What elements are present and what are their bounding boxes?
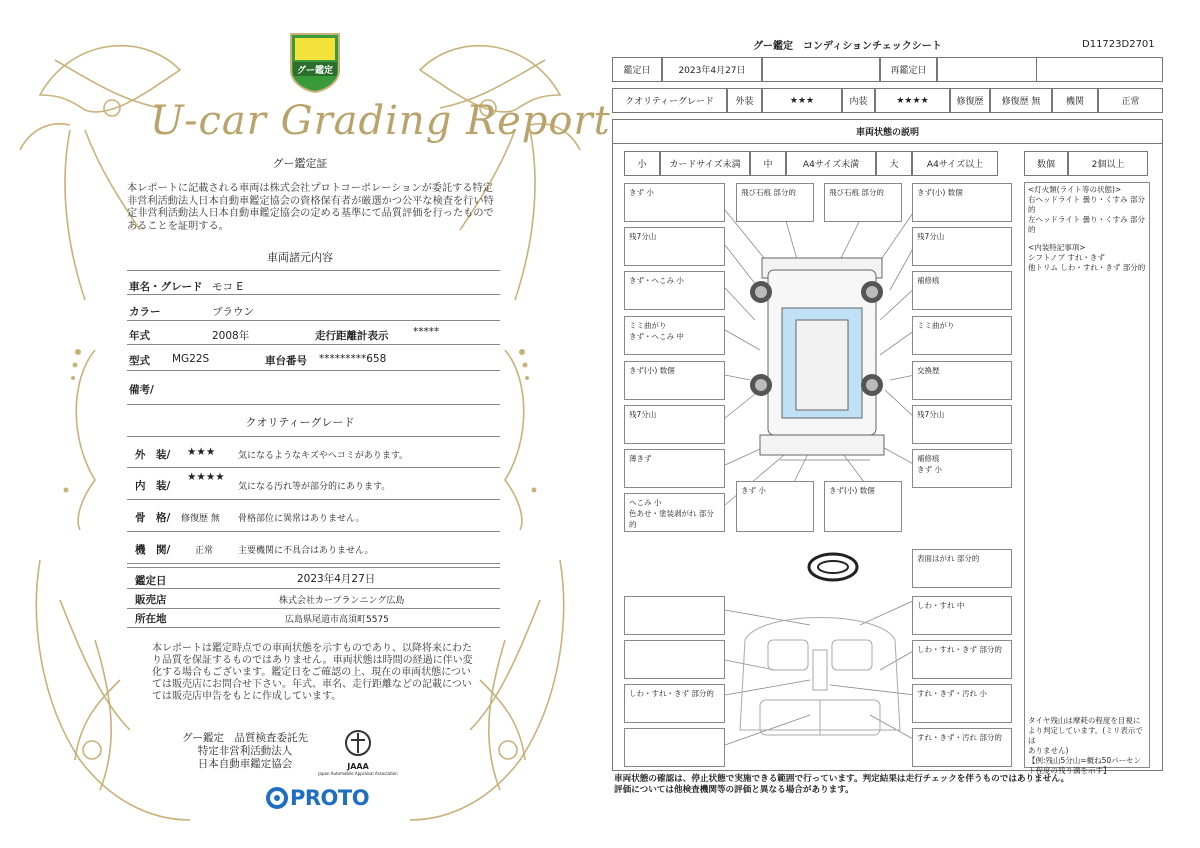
notes-line: 左ヘッドライト 曇り・くすみ 部分的: [1028, 215, 1146, 234]
reappraisal-value: [937, 57, 1037, 82]
interior-box: [624, 728, 725, 767]
tire-note-line: 【例:残山5分山=概ね50パーセン: [1028, 756, 1141, 765]
spec-row-model: [127, 345, 500, 371]
grade-row-frame: [127, 500, 500, 532]
damage-box: 交換歴: [912, 361, 1012, 400]
int-value: ★★★★: [875, 88, 950, 113]
damage-box: きず 小: [624, 183, 725, 222]
damage-box: ミミ曲がり きず・へこみ 中: [624, 316, 725, 355]
steering-wheel-icon: [809, 554, 857, 580]
certificate-heading: グー鑑定証: [272, 157, 328, 170]
commission-line2: 特定非営利活動法人: [197, 745, 293, 757]
date-spacer: [762, 57, 880, 82]
interior-stars: ★★★★: [187, 471, 225, 483]
certificate-intro: 本レポートに記載される車両は株式会社プロトコーポレーションが委託する特定非営利活動法人日本自動車鑑定協会の資格保有者が厳選かつ公平な検査を行い特定非営利活動法人日本自動車鑑定協会の定める基準にて品質評価を行ったものであることを証明する。: [127, 183, 494, 232]
damage-box: 補修痕: [912, 271, 1012, 310]
sheet-footer-line1: 車両状態の確認は、停止状態で実施できる範囲で行っています。判定結果は走行チェックを伴うものではありません。: [614, 774, 1070, 784]
size-mid: 中: [750, 151, 786, 176]
logo-text: グー鑑定: [296, 66, 333, 76]
script-title: U-car Grading Report: [150, 98, 611, 144]
notes-line: <灯火類(ライト等の状態)>: [1028, 185, 1122, 194]
mileage-label: 走行距離計表示: [315, 330, 389, 342]
engine-label: 機 関/: [135, 544, 171, 556]
spec-row-year: [127, 321, 500, 345]
repair-label: 修復歴: [950, 88, 990, 113]
damage-box: きず(小) 数個: [912, 183, 1012, 222]
interior-box: すれ・きず・汚れ 部分的: [912, 728, 1012, 767]
ext-value: ★★★: [762, 88, 842, 113]
grade-row-engine: [127, 532, 500, 564]
chassis-value: *********658: [319, 353, 387, 365]
engine-comment: 主要機関に不具合はありません。: [238, 546, 374, 556]
damage-box: 残7分山: [912, 227, 1012, 266]
jaaa-text: JAAA: [347, 762, 369, 771]
count-label: 数個: [1024, 151, 1068, 176]
damage-box: きず・へこみ 小: [624, 271, 725, 310]
damage-box: きず 小: [736, 481, 814, 532]
year-value: 2008年: [212, 330, 250, 342]
sheet-footer-line2: 評価については他検査機関等の評価と異なる場合があります。: [614, 785, 854, 795]
ext-label: 外装: [727, 88, 762, 113]
interior-box: すれ・きず・汚れ 小: [912, 684, 1012, 723]
name-label: 車名・グレード: [129, 281, 203, 293]
spec-row-name: [127, 270, 500, 295]
damage-box: 飛び石痕 部分的: [824, 183, 902, 222]
address-row: [127, 609, 500, 628]
proto-text: PROTO: [290, 786, 370, 810]
goo-kantei-logo: [285, 30, 345, 94]
size-large: 大: [876, 151, 912, 176]
tire-note-line: ト程度の残り溝を示す】: [1028, 766, 1111, 775]
damage-box: きず(小) 数個: [624, 361, 725, 400]
commission-block: [170, 732, 320, 771]
exterior-comment: 気になるようなキズやヘコミがあります。: [238, 451, 409, 461]
grade-row-interior: [127, 468, 500, 500]
remarks-label: 備考/: [129, 384, 154, 396]
interior-box: しわ・すれ・きず 部分的: [624, 684, 725, 723]
notes-line: シフトノブ すれ・きず: [1028, 253, 1105, 262]
chassis-label: 車台番号: [265, 355, 307, 367]
condition-heading: 車両状態の説明: [612, 119, 1163, 144]
engine-value: 正常: [195, 546, 214, 556]
jaaa-emblem-icon: [343, 728, 373, 758]
size-small: 小: [624, 151, 660, 176]
tire-note-line: より判定しています。(ミリ表示では: [1028, 726, 1143, 745]
tire-note-line: ありません): [1028, 746, 1069, 755]
spec-row-remarks: [127, 371, 500, 405]
grade-row-exterior: [127, 436, 500, 468]
model-value: MG22S: [172, 353, 210, 365]
mileage-value: *****: [413, 326, 440, 338]
name-value: モコ E: [212, 281, 243, 293]
sheet-date-value: 2023年4月27日: [662, 57, 762, 82]
frame-label: 骨 格/: [135, 512, 171, 524]
damage-box: 補修痕 きず 小: [912, 449, 1012, 488]
reappraisal-label: 再鑑定日: [880, 57, 937, 82]
dealer-value: 株式会社カープランニング広島: [279, 596, 405, 606]
date-value: 2023年4月27日: [297, 573, 376, 585]
spec-heading: 車両諸元内容: [267, 251, 333, 264]
damage-box: 薄きず: [624, 449, 725, 488]
jaaa-logo: [318, 728, 398, 776]
damage-box: へこみ 小 色あせ・塗装剥がれ 部分的: [624, 493, 725, 532]
spec-row-color: [127, 296, 500, 321]
proto-logo: [266, 784, 369, 812]
color-label: カラー: [129, 306, 161, 318]
size-large-desc: A4サイズ以上: [912, 151, 998, 176]
sheet-title: グー鑑定 コンディションチェックシート: [753, 41, 942, 52]
shield-logo-icon: [285, 30, 345, 94]
jaaa-subtext: Japan Automobile Appraisal Association: [318, 771, 398, 776]
certificate-footer-note: 本レポートは鑑定時点での車両状態を示すものであり、以降将来にわたり品質を保証するものではありません。車両状態は時間の経過に伴い変化する場合もございます。鑑定日をご確認の上、現在の車両状態については販売店にお問合せ下さい。年式、車名、走行距離などの記載については販売店申告をもとに作成しています。: [152, 643, 473, 702]
date-label: 鑑定日: [135, 575, 167, 587]
engine-value: 正常: [1098, 88, 1163, 113]
interior-box: しわ・すれ・きず 部分的: [912, 640, 1012, 679]
interior-box: [624, 596, 725, 635]
sheet-id: D11723D2701: [1082, 39, 1155, 50]
interior-box: しわ・すれ 中: [912, 596, 1012, 635]
interior-label: 内 装/: [135, 480, 171, 492]
damage-box: 残7分山: [912, 405, 1012, 444]
condition-check-sheet: [600, 0, 1200, 848]
repair-value: 修復歴 無: [990, 88, 1052, 113]
address-label: 所在地: [135, 613, 167, 625]
tire-note: [1028, 716, 1150, 776]
exterior-stars: ★★★: [187, 446, 216, 458]
interior-box: [624, 640, 725, 679]
date-row: [127, 567, 500, 589]
notes-line: 右ヘッドライト 曇り・くすみ 部分的: [1028, 195, 1146, 214]
damage-box: 残7分山: [624, 227, 725, 266]
interior-comment: 気になる汚れ等が部分的にあります。: [238, 482, 391, 492]
dealer-row: [127, 589, 500, 609]
damage-box: きず(小) 数個: [824, 481, 902, 532]
damage-box: ミミ曲がり: [912, 316, 1012, 355]
dealer-label: 販売店: [135, 594, 167, 606]
frame-value: 修復歴 無: [181, 514, 220, 524]
color-value: ブラウン: [212, 306, 254, 318]
sheet-date-label: 鑑定日: [612, 57, 662, 82]
exterior-label: 外 装/: [135, 449, 171, 461]
grade-heading: クオリティーグレード: [245, 416, 355, 429]
proto-mark-icon: [266, 787, 288, 809]
frame-comment: 骨格部位に異常はありません。: [238, 514, 365, 524]
damage-box: 残7分山: [624, 405, 725, 444]
interior-box: 表面はがれ 部分的: [912, 549, 1012, 588]
notes-text: [1028, 185, 1148, 273]
int-label: 内装: [842, 88, 875, 113]
tire-note-line: タイヤ残山は摩耗の程度を目視に: [1028, 716, 1141, 725]
interior-plan: [740, 618, 900, 736]
size-small-desc: カードサイズ未満: [660, 151, 750, 176]
damage-box: 飛び石痕 部分的: [736, 183, 814, 222]
qg-label: クオリティーグレード: [612, 88, 727, 113]
year-label: 年式: [129, 330, 150, 342]
model-label: 型式: [129, 355, 150, 367]
commission-line3: 日本自動車鑑定協会: [197, 758, 293, 770]
commission-line1: グー鑑定 品質検査委託先: [182, 732, 308, 744]
size-mid-desc: A4サイズ未満: [786, 151, 876, 176]
notes-line: 他トリム しわ・すれ・きず 部分的: [1028, 263, 1146, 272]
notes-line: <内装特記事項>: [1028, 243, 1086, 252]
engine-label: 機関: [1052, 88, 1098, 113]
notes-line: [1028, 235, 1148, 243]
address-value: 広島県尾道市高須町5575: [285, 615, 389, 625]
count-desc: 2個以上: [1068, 151, 1148, 176]
